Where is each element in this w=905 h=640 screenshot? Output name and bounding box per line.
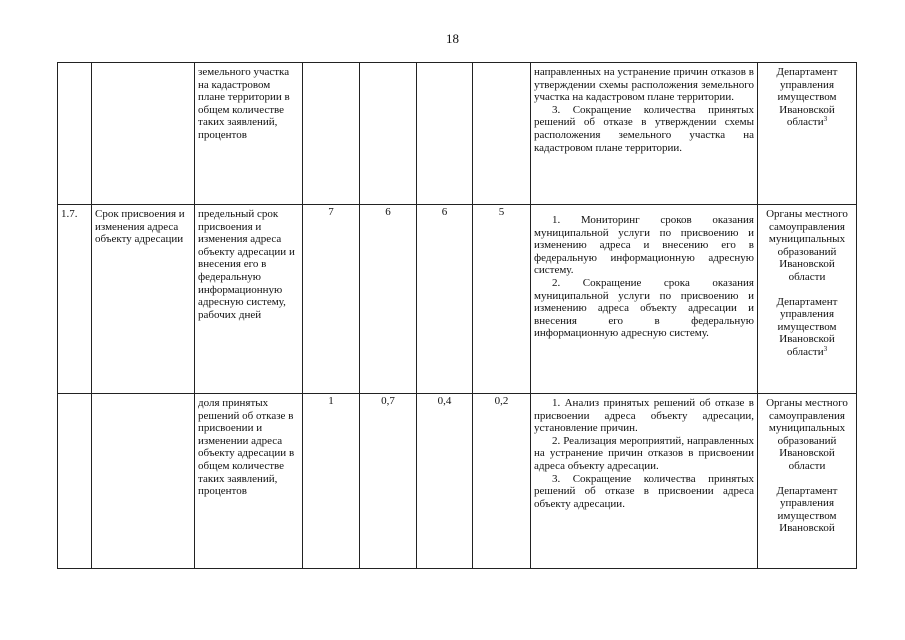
measure-item: 3. Сокращение количества принятых решений об отказе в утверждении схемы расположения земельного участка на кадастровом плане территории.: [534, 103, 754, 154]
measure-item: 1. Мониторинг сроков оказания муниципальной услуги по присвоению и изменению адреса и внесению его в федеральную информационную адресную систему.: [534, 214, 754, 277]
value-2022: 5: [473, 205, 531, 394]
indicator-cell: земельного участка на кадастровом плане территории в общем количестве таких заявлений, процентов: [195, 63, 303, 205]
measure-item: 1. Анализ принятых решений об отказе в присвоении адреса объекту адресации, установление причин.: [534, 397, 754, 435]
row-code-cell: [58, 394, 92, 569]
row-code-cell: 1.7.: [58, 205, 92, 394]
responsible-department: Департамент управления имуществом Ивановской: [776, 484, 838, 535]
measures-cell: [531, 63, 758, 205]
responsible-cell: [758, 63, 857, 205]
row-name-cell: [92, 63, 195, 205]
value-2021: [417, 63, 473, 205]
value-2020: 6: [360, 205, 417, 394]
measure-text: направленных на устранение причин отказов в утверждении схемы расположения земельного участка на кадастровом плане территории.: [534, 66, 754, 104]
measure-item: 2. Сокращение срока оказания муниципальной услуги по присвоению и изменению адреса объекту адресации и внесения его в федеральную информационную адресную систему.: [534, 276, 754, 340]
responsible-department: Департамент управления имуществом Ивановской области: [776, 295, 838, 358]
row-name-cell: Срок присвоения и изменения адреса объекту адресации: [92, 205, 195, 394]
value-2022: [473, 63, 531, 205]
measure-item: 2. Реализация мероприятий, направленных на устранение причин отказов в присвоении адреса объекту адресации.: [534, 434, 754, 472]
value-2019: 7: [303, 205, 360, 394]
row-code-cell: [58, 63, 92, 205]
responsible-local-authorities: Органы местного самоуправления муниципальных образований Ивановской области: [766, 208, 848, 283]
measures-table: [57, 62, 857, 569]
indicator-cell: предельный срок присвоения и изменения адреса объекту адресации и внесения его в федеральную информационную адресную систему, рабочих дней: [195, 205, 303, 394]
row-name-cell: [92, 394, 195, 569]
value-2020: 0,7: [360, 394, 417, 569]
value-2020: [360, 63, 417, 205]
value-2022: 0,2: [473, 394, 531, 569]
table-row: [58, 205, 857, 394]
responsible-cell: [758, 205, 857, 394]
page-number: 18: [446, 31, 459, 46]
measure-item: 3. Сокращение количества принятых решений об отказе в присвоении адреса объекту адресации.: [534, 472, 754, 510]
value-2019: 1: [303, 394, 360, 569]
responsible-department: Департамент управления имуществом Ивановской области: [776, 66, 838, 129]
footnote-mark: 3: [823, 115, 828, 124]
value-2019: [303, 63, 360, 205]
responsible-local-authorities: Органы местного самоуправления муниципальных образований Ивановской области: [766, 397, 848, 472]
measures-cell: [531, 205, 758, 394]
table-row: [58, 394, 857, 569]
indicator-cell: доля принятых решений об отказе в присвоении и изменении адреса объекту адресации в общем количестве таких заявлений, процентов: [195, 394, 303, 569]
footnote-mark: 3: [823, 344, 828, 353]
measures-cell: [531, 394, 758, 569]
table-row: [58, 63, 857, 205]
responsible-cell: [758, 394, 857, 569]
value-2021: 0,4: [417, 394, 473, 569]
value-2021: 6: [417, 205, 473, 394]
